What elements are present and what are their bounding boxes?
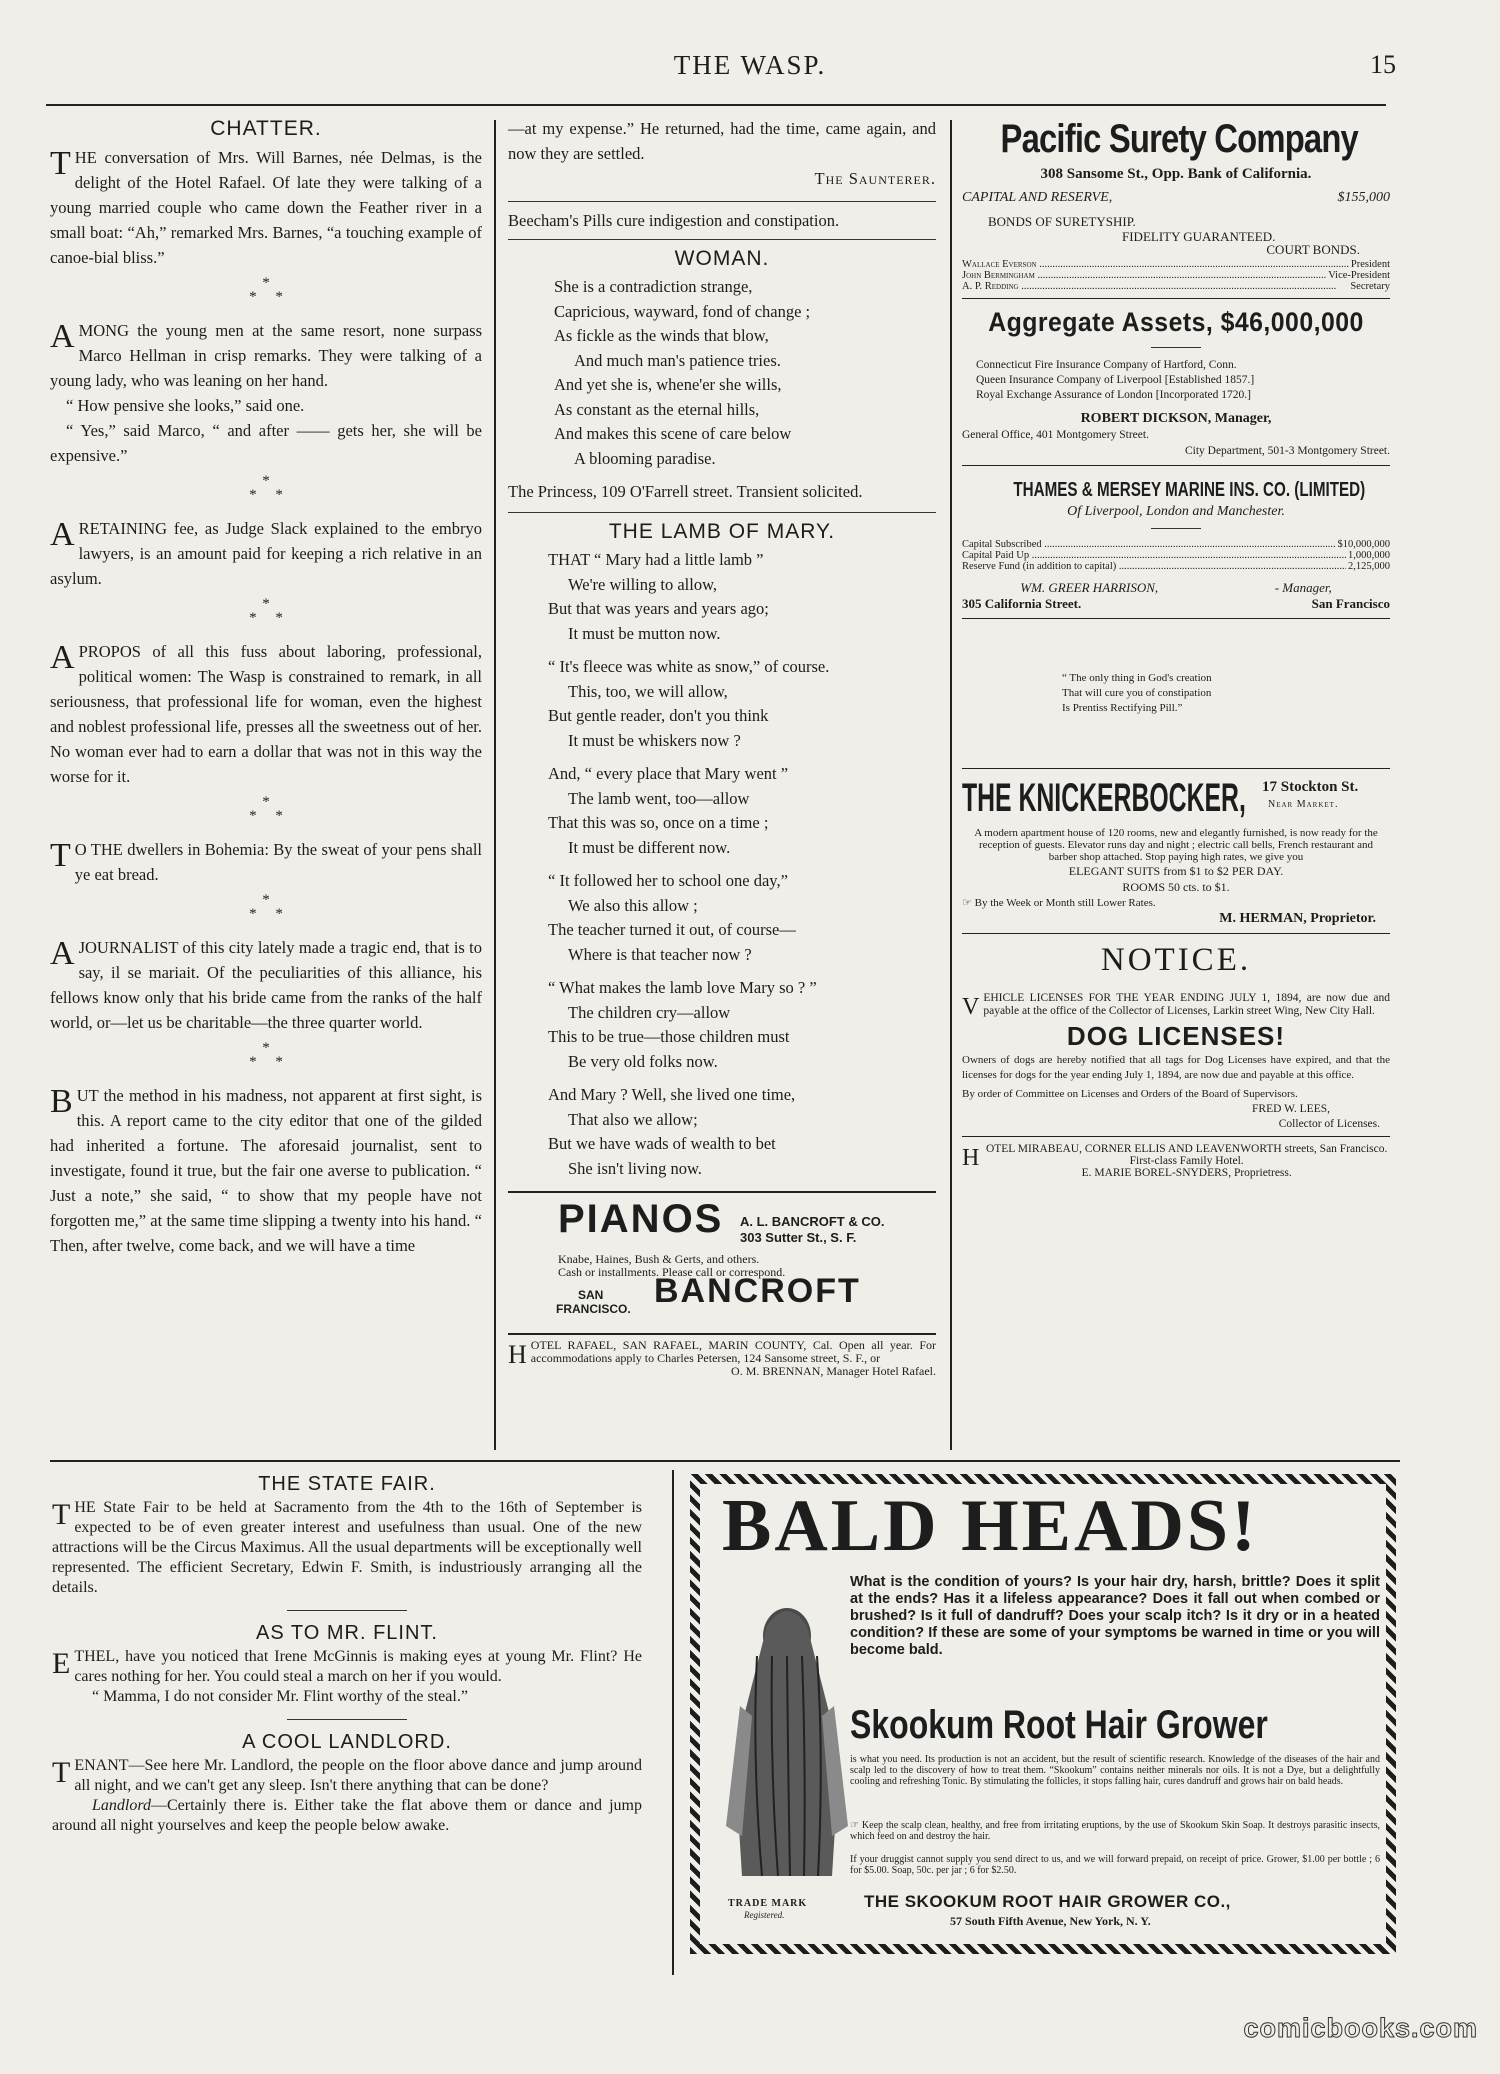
- poem-stanza: [548, 762, 936, 860]
- poem-line: It must be mutton now.: [568, 623, 721, 643]
- chatter-paragraph: BUT the method in his madness, not apparent at first sight, is this. A report came to the city editor that one of the gilded had inherited a fortune. The aforesaid journalist, sent to investigate, found it true, but the fair one averse to publication. “ Just a note,” she said, “ to show that my people have not forgotten me,” at the same time slipping a twenty into his hand. “ Then, after twelve, come back, and we will have a time: [50, 1083, 482, 1255]
- poem-line: “ It's fleece was white as snow,” of course.: [548, 657, 830, 676]
- poem-stanza: [548, 548, 936, 646]
- asterism: * * *: [249, 275, 283, 305]
- princess-notice: The Princess, 109 O'Farrell street. Transient solicited.: [508, 482, 863, 501]
- prentiss-line: That will cure you of constipation: [1062, 687, 1212, 699]
- poem-line: That this was so, once on a time ;: [548, 813, 769, 832]
- surety-officers: [962, 259, 1390, 292]
- trade-mark-label: TRADE MARK: [728, 1898, 808, 1909]
- prentiss-line: Is Prentiss Rectifying Pill.”: [1062, 702, 1183, 714]
- page-number: 15: [1370, 50, 1396, 79]
- officer-row: A. P. Redding ..... Secretary: [962, 281, 1390, 292]
- continued-text: —at my expense.” He returned, had the time, came again, and now they are settled.: [508, 119, 936, 163]
- ads-column: Pacific Surety Company 308 Sansome St., Opp. Bank of California. CAPITAL AND RESERVE, $155,000 BONDS OF SURETYSHIP. FIDELITY GUARANTEED. COURT BONDS. Wallace Everson ..... President John Bermingham ..... Vice-President A. P. Redding ..... Secretary Aggregate Assets, $46,000,000 Connecticut Fire Insurance Company of Hartford, Conn. Queen Insurance Company of Liverpool [Established 1857.] Royal Exchange Assurance of London [Incorporated 1720.] ROBERT DICKSON, Manager, General Office, 401 Montgomery Street. City Department, 501-3 Montgomery Street. THAMES & MERSEY MARINE INS. CO. (LIMITED) Of Liverpool, London and Manchester. Capital Subscribed ..... $10,000,000 Capital Paid Up ..... 1,000,000 Reserve Fund (in addition to capital) ..... 2,125,000 WM. GREER HARRISON, - Manager, 305 California Street. San Francisco “ The only thing in God's creation That will cure you of constipation Is Prentiss Rectifying Pill.” THE KNICKERBOCKER, 17 Stockton St. Near Market. A modern apartment house of 120 rooms, new and elegantly furnished, is now ready for the reception of guests. Elevator runs day and night ; electric call bells, French restaurant and barber shop attached. Stop paying high rates, we give you ELEGANT SUITS from $1 to $2 PER DAY. ROOMS 50 cts. to $1. ☞ By the Week or Month still Lower Rates. M. HERMAN, Proprietor. NOTICE. VEHICLE LICENSES FOR THE YEAR ENDING JULY 1, 1894, are now due and payable at the office of the Collector of Licenses, Larkin street Wing, New City Hall. DOG LICENSES! Owners of dogs are hereby notified that all tags for Dog Licenses have expired, and that the licenses for dogs for the year ending July 1, 1894, are now due and payable at this office. By order of Committee on Licenses and Orders of the Board of Supervisors. FRED W. LEES, Collector of Licenses. HOTEL MIRABEAU, CORNER ELLIS AND LEAVENWORTH streets, San Francisco. First-class Family Hotel. E. MARIE BOREL-SNYDERS, Proprietress.: [962, 116, 1390, 1180]
- poem-line: But gentle reader, don't you think: [548, 706, 769, 725]
- chatter-heading: CHATTER.: [210, 117, 322, 140]
- poem-stanza: [548, 1083, 936, 1181]
- chatter-paragraph: THE conversation of Mrs. Will Barnes, née Delmas, is the delight of the Hotel Rafael. Of late they were talking of a young married couple who came down the Feather river in a small boat: “Ah,” remarked Mrs. Barnes, “a touching example of canoe-bial bliss.”: [50, 145, 482, 267]
- poem-line: THAT “ Mary had a little lamb ”: [548, 550, 764, 569]
- column-divider-2: [950, 120, 952, 1450]
- masthead-title: THE WASP.: [673, 50, 827, 80]
- poem-line: The children cry—allow: [568, 1002, 731, 1022]
- poem-line: Where is that teacher now ?: [568, 944, 752, 964]
- chatter-paragraph: T O THE dwellers in Bohemia: By the sweat of your pens shall ye eat bread.: [50, 837, 482, 884]
- poem-line: The lamb went, too—allow: [568, 788, 750, 808]
- state-fair-text: THE State Fair to be held at Sacramento from the 4th to the 16th of September is expected to be of even greater interest and usefulness than usual. One of the new attractions will be the Circus Maximus. All the usual departments will be exceptionally well represented. The efficient Secretary, Edwin F. Smith, is industriously arranging all the details.: [52, 1498, 642, 1596]
- poem-line: We're willing to allow,: [568, 574, 718, 594]
- chatter-column: [50, 116, 482, 1258]
- column-divider-bottom: [672, 1470, 674, 1975]
- poem-line: And much man's patience tries.: [574, 350, 781, 370]
- drop-cap: T: [50, 145, 71, 182]
- bald-heads-ad: BALD HEADS! TRADE MARK Registered. What is the condition of yours? Is your hair dry, harsh, brittle? Does it split at the ends? Has it a lifeless appearance? Does it fall out when combed or brushed? Is it full of dandruff? Does your scalp itch? Is it dry or in a heated condition? If these are some of your symptoms be warned in time or you will become bald. Skookum Root Hair Grower is what you need. Its production is not an accident, but the result of scientific research. Knowledge of the diseases of the hair and scalp led to the discovery of how to treat them. “Skookum” contains neither minerals nor oils. It is not a Dye, but a delightfully cooling and refreshing Tonic. By stimulating the follicles, it stops falling hair, cures dandruff and grows hair on bald heads. ☞ Keep the scalp clean, healthy, and free from irritating eruptions, by the use of Skookum Skin Soap. It destroys parasitic insects, which feed on and destroy the hair. If your druggist cannot supply you send direct to us, and we will forward prepaid, on receipt of price. Grower, $1.00 per bottle ; 6 for $5.00. Soap, 50c. per jar ; 6 for $2.50. THE SKOOKUM ROOT HAIR GROWER CO., 57 South Fifth Avenue, New York, N. Y.: [690, 1474, 1396, 1954]
- flint-text: ETHEL, have you noticed that Irene McGinnis is making eyes at young Mr. Flint? He cares nothing for her. You could steal a march on her if you would.: [52, 1647, 642, 1685]
- middle-column: —at my expense.” He returned, had the time, came again, and now they are settled. The Saunterer. Beecham's Pills cure indigestion and constipation. WOMAN. She is a contradiction strange, Capricious, wayward, fond of change ; As fickle as the winds that blow, And much man's patience tries. And yet she is, whene'er she wills, As constant as the eternal hills, And makes this scene of care below A blooming paradise. The Princess, 109 O'Farrell street. Transient solicited. THE LAMB OF MARY. THAT “ Mary had a little lamb ” We're willing to allow, But that was years and years ago; It must be mutton now. “ It's fleece was white as snow,” of course. This, too, we will allow, But gentle reader, don't you think It must be whiskers now ? And, “ every place that Mary went ” The lamb went, too—allow That this was so, once on a time ; It must be different now. “ It followed her to school one day,” We also this allow ; The teacher turned it out, of course— Where is that teacher now ? “ What makes the lamb love Mary so ? ” The children cry—allow This to be true—those children must Be very old folks now. And Mary ? Well, she lived one time, That also we allow; But we have wads of wealth to bet She isn't living now. PIANOS A. L. BANCROFT & CO. 303 Sutter St., S. F. Knabe, Haines, Bush & Gerts, and others. Cash or installments. Please call or correspond. SAN FRANCISCO. BANCROFT HOTEL RAFAEL, SAN RAFAEL, MARIN COUNTY, Cal. Open all year. For accommodations apply to Charles Petersen, 124 Sansome street, S. F., or O. M. BRENNAN, Manager Hotel Rafael.: [508, 116, 936, 1378]
- landlord-heading: A COOL LANDLORD.: [242, 1731, 452, 1753]
- chatter-paragraph: APROPOS of all this fuss about laboring, professional, political women: The Wasp is constrained to remark, in all seriousness, that professional life for woman, even the highest and noblest professional life, presses all the sweetness out of her. No woman ever had to earn a dollar that was not in this way the worse for it.: [50, 639, 482, 786]
- officer-row: John Bermingham ..... Vice-President: [962, 270, 1390, 281]
- beecham-ad: Beecham's Pills cure indigestion and constipation.: [508, 211, 840, 230]
- vehicle-licenses: VEHICLE LICENSES FOR THE YEAR ENDING JULY 1, 1894, are now due and payable at the office of the Collector of Licenses, Larkin street Wing, New City Hall.: [962, 992, 1390, 1020]
- poem-line: It must be different now.: [568, 837, 731, 857]
- landlord-text: TENANT—See here Mr. Landlord, the people on the floor above dance and jump around all night, and we can't get any sleep. Isn't there anything that can be done?: [52, 1756, 642, 1794]
- poem-stanza: [548, 869, 936, 967]
- poem-line: “ What makes the lamb love Mary so ? ”: [548, 978, 817, 997]
- chatter-paragraph: A JOURNALIST of this city lately made a tragic end, that is to say, il se mariait. Of the peculiarities of this alliance, his fellows know only that his bride came from the ranks of the half world, or—let us be charitable—the three quarter world.: [50, 935, 482, 1032]
- chatter-paragraph: A RETAINING fee, as Judge Slack explained to the embryo lawyers, is an amount paid for keeping a rich relative in an asylum.: [50, 516, 482, 588]
- poem-line: And makes this scene of care below: [554, 424, 792, 443]
- site-watermark: comicbooks.com: [1243, 2013, 1478, 2043]
- woman-heading: WOMAN.: [674, 247, 770, 270]
- poem-line: Be very old folks now.: [568, 1051, 718, 1071]
- poem-line: And, “ every place that Mary went ”: [548, 764, 789, 783]
- surety-title: Pacific Surety Company: [1000, 117, 1358, 161]
- company-line: Royal Exchange Assurance of London [Incorporated 1720.]: [976, 389, 1251, 401]
- poem-line: But we have wads of wealth to bet: [548, 1134, 776, 1153]
- woman-poem: [508, 275, 936, 471]
- chatter-paragraph: AMONG the young men at the same resort, none surpass Marco Hellman in crisp remarks. They were talking of a young lady, who was leaning on her hand.: [50, 318, 482, 390]
- bancroft-name: BANCROFT: [654, 1272, 861, 1310]
- capital-row: Capital Paid Up ..... 1,000,000: [962, 550, 1390, 561]
- asterism: * * *: [249, 794, 283, 824]
- asterism: * * *: [249, 1040, 283, 1070]
- company-line: Queen Insurance Company of Liverpool [Established 1857.]: [976, 374, 1255, 386]
- asterism: * * *: [249, 892, 283, 922]
- aggregate-title: Aggregate Assets, $46,000,000: [988, 307, 1364, 337]
- poem-line: She is a contradiction strange,: [554, 277, 753, 296]
- poem-line: But that was years and years ago;: [548, 599, 769, 618]
- dog-licenses-title: DOG LICENSES!: [1066, 1021, 1286, 1051]
- poem-line: And Mary ? Well, she lived one time,: [548, 1085, 796, 1104]
- poem-line: That also we allow;: [568, 1109, 698, 1129]
- thames-title: THAMES & MERSEY MARINE INS. CO. (LIMITED): [1013, 479, 1366, 501]
- signature: The Saunterer.: [814, 169, 936, 188]
- notice-title: NOTICE.: [1100, 942, 1252, 978]
- poem-line: We also this allow ;: [568, 895, 698, 915]
- knickerbocker-header: THE KNICKERBOCKER, 17 Stockton St. Near Market.: [962, 776, 1359, 820]
- prentiss-line: “ The only thing in God's creation: [1062, 672, 1212, 684]
- poem-line: This to be true—those children must: [548, 1027, 790, 1046]
- flint-heading: AS TO MR. FLINT.: [256, 1622, 438, 1644]
- header-rule: [46, 104, 1386, 106]
- prentiss-ad: [962, 671, 1390, 716]
- poem-line: “ It followed her to school one day,”: [548, 871, 788, 890]
- hotel-rafael-ad: HOTEL RAFAEL, SAN RAFAEL, MARIN COUNTY, Cal. Open all year. For accommodations apply to Charles Petersen, 124 Sansome street, S. F., or: [508, 1338, 936, 1369]
- knickerbocker-title: THE KNICKERBOCKER,: [962, 776, 1246, 820]
- state-fair-heading: THE STATE FAIR.: [258, 1473, 436, 1495]
- poem-line: Capricious, wayward, fond of change ;: [554, 301, 811, 321]
- officer-row: Wallace Everson ..... President: [962, 259, 1390, 270]
- asterism: * * *: [249, 596, 283, 626]
- skookum-company: THE SKOOKUM ROOT HAIR GROWER CO.,: [864, 1892, 1231, 1911]
- lamb-poem: [508, 548, 936, 1181]
- section-rule: [50, 1460, 1400, 1462]
- poem-line: She isn't living now.: [568, 1158, 702, 1178]
- poem-line: As constant as the eternal hills,: [554, 399, 760, 419]
- poem-line: The teacher turned it out, of course—: [548, 920, 796, 939]
- company-line: Connecticut Fire Insurance Company of Hartford, Conn.: [976, 359, 1237, 371]
- aggregate-companies: [962, 358, 1390, 403]
- poem-line: A blooming paradise.: [574, 448, 716, 468]
- pianos-title: PIANOS: [558, 1197, 724, 1241]
- poem-line: And yet she is, whene'er she wills,: [554, 375, 782, 394]
- poem-stanza: [548, 976, 936, 1074]
- asterism: * * *: [249, 473, 283, 503]
- poem-line: It must be whiskers now ?: [568, 730, 741, 750]
- skookum-title: Skookum Root Hair Grower: [850, 1703, 1268, 1747]
- long-hair-woman-illustration: [712, 1596, 862, 1896]
- chatter-paragraph: “ Yes,” said Marco, “ and after —— gets her, she will be expensive.”: [50, 421, 482, 465]
- poem-line: As fickle as the winds that blow,: [554, 326, 769, 345]
- lamb-heading: THE LAMB OF MARY.: [608, 520, 836, 543]
- pianos-ad: PIANOS A. L. BANCROFT & CO. 303 Sutter St., S. F. Knabe, Haines, Bush & Gerts, and others. Cash or installments. Please call or correspond. SAN FRANCISCO. BANCROFT: [556, 1197, 885, 1316]
- poem-stanza: [548, 655, 936, 753]
- column-divider-1: [494, 120, 496, 1450]
- poem-line: This, too, we will allow,: [568, 681, 728, 701]
- thames-capital-table: [962, 539, 1390, 572]
- hotel-mirabeau-ad: HOTEL MIRABEAU, CORNER ELLIS AND LEAVENWORTH streets, San Francisco. First-class Family Hotel.: [962, 1143, 1388, 1171]
- capital-row: Reserve Fund (in addition to capital) ..... 2,125,000: [962, 561, 1390, 572]
- chatter-paragraph: “ How pensive she looks,” said one.: [66, 396, 305, 415]
- bottom-left-column: THE STATE FAIR. THE State Fair to be held at Sacramento from the 4th to the 16th of September is expected to be of even greater interest and usefulness than usual. One of the new attractions will be the Circus Maximus. All the usual departments will be exceptionally well represented. The efficient Secretary, Edwin F. Smith, is industriously arranging all the details. AS TO MR. FLINT. ETHEL, have you noticed that Irene McGinnis is making eyes at young Mr. Flint? He cares nothing for her. You could steal a march on her if you would. “ Mamma, I do not consider Mr. Flint worthy of the steal.” A COOL LANDLORD. TENANT—See here Mr. Landlord, the people on the floor above dance and jump around all night, and we can't get any sleep. Isn't there anything that can be done? Landlord—Certainly there is. Either take the flat above them or dance and jump around all night yourselves and keep the people below awake.: [52, 1473, 642, 1834]
- bald-heads-title: BALD HEADS!: [722, 1485, 1259, 1567]
- capital-row: Capital Subscribed ..... $10,000,000: [962, 539, 1390, 550]
